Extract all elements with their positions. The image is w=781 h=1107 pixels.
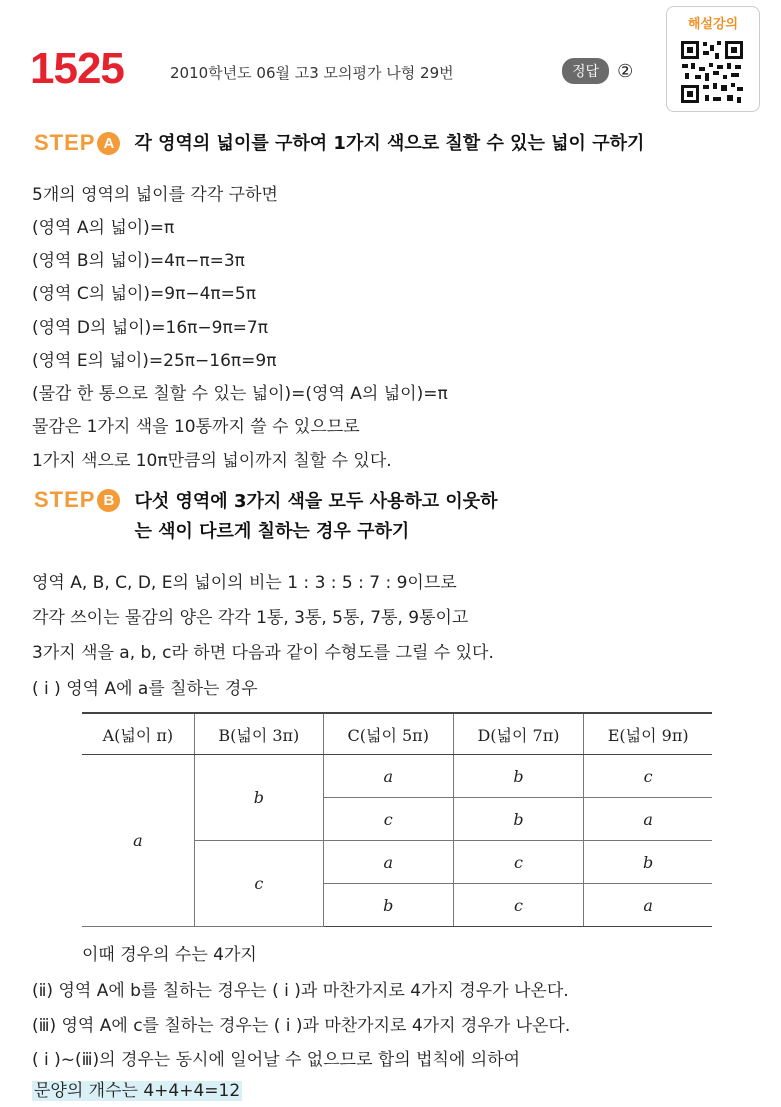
case-table xyxy=(82,712,712,927)
case-iii-line: (ⅲ) 영역 A에 c를 칠하는 경우는 ( i )과 마찬가지로 4가지 경우가 나온다. xyxy=(32,1016,571,1036)
problem-number: 1525 xyxy=(30,44,124,93)
table-header-cell: A(넓이 π) xyxy=(82,713,194,755)
case-ii-line: (ⅱ) 영역 A에 b를 칠하는 경우는 ( i )과 마찬가지로 4가지 경우가 나온다. xyxy=(32,981,569,1001)
final-answer-line xyxy=(32,1076,242,1101)
step-a-line: (영역 E의 넓이)=25π−16π=9π xyxy=(32,351,277,371)
answer-badge: 정답 xyxy=(562,58,609,84)
step-b-line: 영역 A, B, C, D, E의 넓이의 비는 1 : 3 : 5 : 7 : 9이므로 xyxy=(32,573,457,593)
table-cell: c xyxy=(584,755,712,798)
step-a-line: (영역 B의 넓이)=4π−π=3π xyxy=(32,251,245,271)
step-b-letter-icon: B xyxy=(97,489,120,512)
table-cell: c xyxy=(323,798,453,841)
table-row xyxy=(82,755,712,798)
step-a-line: (영역 A의 넓이)=π xyxy=(32,218,175,238)
step-a-line: 1가지 색으로 10π만큼의 넓이까지 칠할 수 있다. xyxy=(32,451,392,471)
table-cell: a xyxy=(584,798,712,841)
table-cell: b xyxy=(453,755,584,798)
step-a-line: 5개의 영역의 넓이를 각각 구하면 xyxy=(32,185,278,205)
table-header-cell: B(넓이 3π) xyxy=(194,713,323,755)
step-a-line: 물감은 1가지 색을 10통까지 쓸 수 있으므로 xyxy=(32,417,360,437)
table-header-cell: D(넓이 7π) xyxy=(453,713,584,755)
answer-area xyxy=(562,58,633,84)
table-header-row xyxy=(82,713,712,755)
table-cell: a xyxy=(323,841,453,884)
step-a-tag: STEP A xyxy=(34,130,120,158)
step-a-line: (영역 C의 넓이)=9π−4π=5π xyxy=(32,284,256,304)
step-a-letter-icon: A xyxy=(97,132,120,155)
step-b-title: 다섯 영역에 3가지 색을 모두 사용하고 이웃하는 색이 다르게 칠하는 경우 구하기 xyxy=(134,491,498,542)
table-cell: b xyxy=(194,755,323,841)
step-a-line: (영역 D의 넓이)=16π−9π=7π xyxy=(32,318,268,338)
table-cell: b xyxy=(584,841,712,884)
step-a-line: (물감 한 통으로 칠할 수 있는 넓이)=(영역 A의 넓이)=π xyxy=(32,384,448,404)
qr-lecture-box[interactable] xyxy=(666,6,760,112)
table-cell: c xyxy=(194,841,323,927)
table-header-cell: C(넓이 5π) xyxy=(323,713,453,755)
step-b-line: 3가지 색을 a, b, c라 하면 다음과 같이 수형도를 그릴 수 있다. xyxy=(32,643,494,663)
table-cell: c xyxy=(453,884,584,927)
problem-source: 2010학년도 06월 고3 모의평가 나형 29번 xyxy=(170,64,454,82)
step-a-heading xyxy=(34,130,644,158)
conclusion-line: ( i )~(ⅲ)의 경우는 동시에 일어날 수 없으므로 합의 법칙에 의하여 xyxy=(32,1050,521,1070)
case-count-line: 이때 경우의 수는 4가지 xyxy=(82,945,257,965)
table-cell: a xyxy=(584,884,712,927)
table-cell: c xyxy=(453,841,584,884)
qr-code-icon[interactable] xyxy=(679,39,745,105)
table-cell: a xyxy=(82,755,194,927)
table-cell: a xyxy=(323,755,453,798)
step-b-line: 각각 쓰이는 물감의 양은 각각 1통, 3통, 5통, 7통, 9통이고 xyxy=(32,608,469,628)
step-a-title: 각 영역의 넓이를 구하여 1가지 색으로 칠할 수 있는 넓이 구하기 xyxy=(134,133,645,154)
step-b-tag: STEP B xyxy=(34,487,120,547)
answer-value: ② xyxy=(617,60,634,82)
final-answer-highlight: 문양의 개수는 4+4+4=12 xyxy=(34,1081,241,1101)
step-b-line: ( i ) 영역 A에 a를 칠하는 경우 xyxy=(32,679,258,699)
table-cell: b xyxy=(453,798,584,841)
table-cell: b xyxy=(323,884,453,927)
qr-label: 해설강의 xyxy=(687,17,739,32)
table-header-cell: E(넓이 9π) xyxy=(584,713,712,755)
step-b-heading xyxy=(34,487,514,547)
